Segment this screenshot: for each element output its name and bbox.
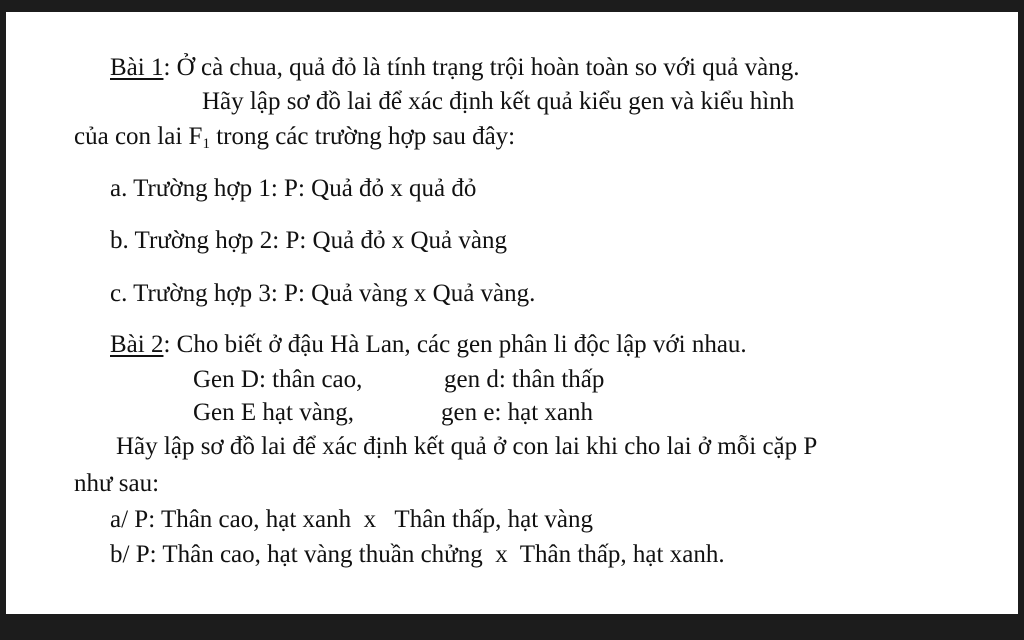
bai2-gene-d: gen d: thân thấp [444, 366, 605, 393]
bai2-task-line2: như sau: [74, 470, 160, 497]
bai1-task-subscript: 1 [202, 136, 210, 152]
screen-border-right [1018, 0, 1024, 640]
screen-border-bottom [0, 614, 1024, 640]
bai1-task-prefix: của con lai F [74, 123, 203, 150]
bai1-intro: : Ở cà chua, quả đỏ là tính trạng trội hoàn toàn so với quả vàng. [163, 54, 800, 81]
bai2-case-b: b/ P: Thân cao, hạt vàng thuần chửng x Thân thấp, hạt xanh. [110, 541, 725, 568]
bai2-label: Bài 2 [110, 331, 164, 358]
bai1-task-suffix: trong các trường hợp sau đây: [209, 123, 516, 150]
bai1-case-c: c. Trường hợp 3: P: Quả vàng x Quả vàng. [110, 280, 536, 307]
bai2-gene-e: gen e: hạt xanh [441, 399, 594, 426]
bai2-intro: : Cho biết ở đậu Hà Lan, các gen phân li độc lập với nhau. [163, 331, 747, 358]
bai1-case-a: a. Trường hợp 1: P: Quả đỏ x quả đỏ [110, 175, 477, 202]
bai1-case-b: b. Trường hợp 2: P: Quả đỏ x Quả vàng [110, 227, 507, 254]
bai1-heading-line [110, 53, 799, 83]
bai1-task-line2 [74, 122, 515, 152]
screen-border-left [0, 0, 6, 640]
screen-border-top [0, 0, 1024, 12]
bai1-task-line1: Hãy lập sơ đồ lai để xác định kết quả kiểu gen và kiểu hình [202, 88, 795, 115]
bai2-gene-E: Gen E hạt vàng, [193, 399, 355, 426]
bai2-gene-D: Gen D: thân cao, [193, 366, 363, 393]
bai2-heading-line [110, 330, 747, 360]
bai2-case-a: a/ P: Thân cao, hạt xanh x Thân thấp, hạt vàng [110, 506, 593, 533]
bai1-label: Bài 1 [110, 54, 164, 81]
bai2-task-line1: Hãy lập sơ đồ lai để xác định kết quả ở con lai khi cho lai ở mỗi cặp P [116, 433, 818, 460]
